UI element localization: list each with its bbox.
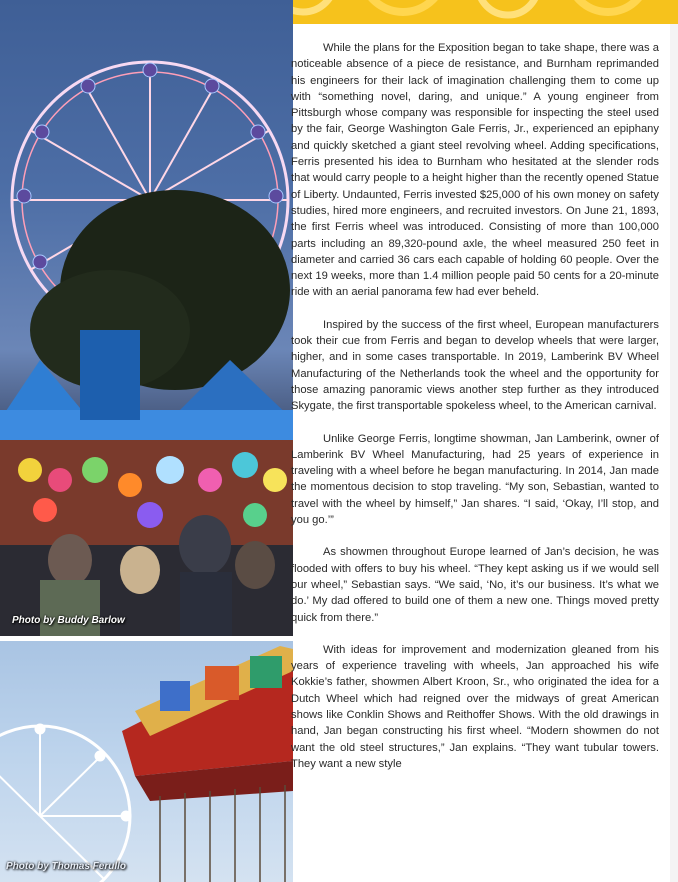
article-paragraph-4: As showmen throughout Europe learned of Jan’s decision, he was flooded with offers to buy his wheel. “They kept asking us if we would sell our wheel,” Sebastian says. “We said, ‘No, it’s our business. It’s what we do.’ My dad offered to build one of them a new one. Things moved pretty quick from there.” xyxy=(291,546,659,624)
article-body xyxy=(291,40,659,788)
photo-credit-top: Photo by Buddy Barlow xyxy=(12,615,125,626)
carousel-day-photo xyxy=(0,641,293,882)
article-paragraph-3: Unlike George Ferris, longtime showman, Jan Lamberink, owner of Lamberink BV Wheel Manufacturing, had 25 years of experience in traveling with a wheel before he began manufacturing. In 2014, Jan made the momentous decision to stop traveling. “My son, Sebastian, wanted to travel with the wheel by himself,” Jan shares. “I said, ‘Okay, I’ll stop, and you go.’” xyxy=(291,432,659,527)
swing-ride-canopy xyxy=(122,646,293,801)
article-paragraph-5: With ideas for improvement and modernization gleaned from his years of experience traveling with wheels, Jan approached his wife Kokkie’s father, showmen Albert Kroon, Sr., who originated the idea for a Dutch Wheel which had reigned over the midways of great American shows like Conklin Shows and Reithoffer Shows. With the old drawings in hand, Jan began constructing his first wheel. “Modern showmen do not want the old steel structures,” Jan explains. “They want tubular towers. They want a new style xyxy=(291,643,659,770)
photo-credit-bottom: Photo by Thomas Ferullo xyxy=(6,861,127,872)
white-ferris-wheel-graphic xyxy=(0,724,131,882)
article-paragraph-1: While the plans for the Exposition began to take shape, there was a noticeable absence of a piece de resistance, and Burnham reprimanded his engineers for their lack of imagination challenging them to come up with “something novel, daring, and unique.” A young engineer from Pittsburgh whose company was responsible for inspecting the steel used by the fair, George Washington Gale Ferris, Jr., experienced an epiphany and quickly sketched a giant steel revolving wheel. Adding specifications, Ferris presented his idea to Burnham who hesitated at the slender rods that would carry people to a height higher than the recently opened Statue of Liberty. Undaunted, Ferris invested $25,000 of his own money on safety studies, hired more engineers, and recruited investors. On June 21, 1893, the first Ferris wheel was introduced. Consisting of more than 100,000 parts including an 89,320-pound axle, the wheel measured 250 feet in diameter and carried 36 cars each capable of holding 60 people. Over the next 19 weeks, more than 1.4 million people paid 50 cents for a 20-minute ride with an aerial panorama few had ever beheld. xyxy=(291,42,659,299)
carousel-day-illustration xyxy=(0,641,293,882)
banner-swirl-pattern xyxy=(293,0,678,24)
carnival-night-photo xyxy=(0,0,293,636)
header-banner xyxy=(293,0,678,24)
article-paragraph-2: Inspired by the success of the first wheel, European manufacturers took their cue from Ferris and began to develop wheels that were larger, higher, and in some cases transportable. In 2019, Lamberink BV Wheel Manufacturing of the Netherlands took the wheel and the opportunity for those amazing panoramic views another step further as they introduced Skygate, the first transportable spokeless wheel, to the American carnival. xyxy=(291,318,659,413)
page-edge xyxy=(670,24,678,882)
carnival-night-illustration xyxy=(0,0,293,636)
